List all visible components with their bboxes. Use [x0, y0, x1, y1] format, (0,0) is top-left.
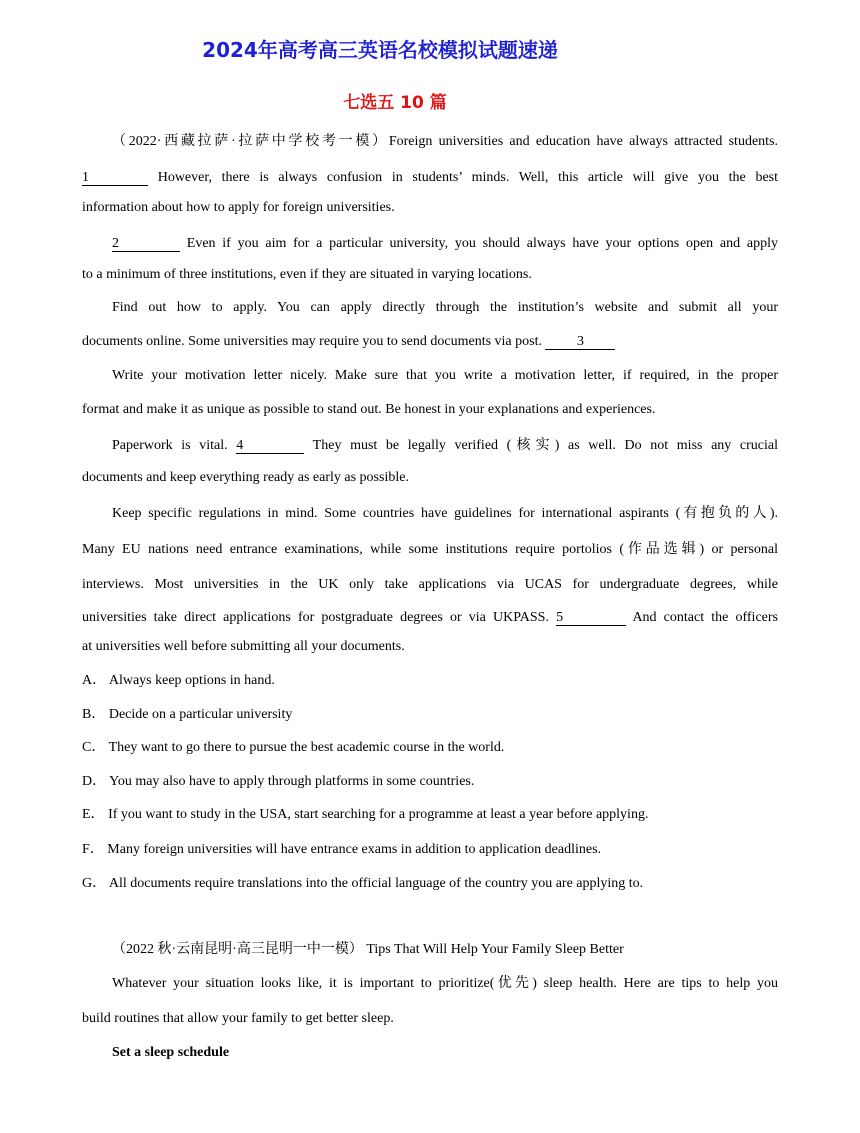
- option-a: A． Always keep options in hand.: [82, 673, 275, 688]
- passage2-line: build routines that allow your family to get better sleep.: [82, 1011, 394, 1026]
- blank-2[interactable]: 2: [112, 236, 180, 252]
- passage1-line: （2022·西藏拉萨·拉萨中学校考一模）Foreign universities and education have always attracted students.: [112, 134, 778, 149]
- passage1-line: Many EU nations need entrance examinations, while some institutions require portolios (作品选辑) or personal: [82, 542, 778, 557]
- passage1-line: information about how to apply for foreign universities.: [82, 200, 395, 215]
- passage1-line: universities take direct applications for postgraduate degrees or via UKPASS. 5 And contact the officers: [82, 610, 778, 625]
- option-g: G． All documents require translations into the official language of the country you are applying to.: [82, 876, 644, 891]
- section-heading: Set a sleep schedule: [112, 1045, 230, 1060]
- passage1-line: documents online. Some universities may require you to send documents via post. 3: [82, 332, 778, 352]
- passage2-title: Tips That Will Help Your Family Sleep Better: [366, 942, 624, 957]
- passage1-line: documents and keep everything ready as early as possible.: [82, 470, 409, 485]
- option-b: B． Decide on a particular university: [82, 707, 293, 722]
- blank-4[interactable]: 4: [236, 438, 304, 454]
- option-d: D． You may also have to apply through platforms in some countries.: [82, 774, 475, 789]
- passage1-line: at universities well before submitting all your documents.: [82, 639, 405, 654]
- passage1-line: Find out how to apply. You can apply directly through the institution’s website and submit all your: [112, 300, 778, 315]
- passage2-line: Whatever your situation looks like, it is important to prioritize(优先) sleep health. Here are tips to help you: [112, 976, 778, 991]
- passage1-line: 1 However, there is always confusion in students’ minds. Well, this article will give you the best: [82, 170, 779, 185]
- blank-3[interactable]: 3: [545, 334, 615, 350]
- page-title: 2024年高考高三英语名校模拟试题速递: [202, 38, 558, 62]
- passage2-line: [82, 940, 778, 960]
- passage2-source: （2022 秋·云南昆明·高三昆明一中一模）: [112, 942, 363, 957]
- passage1-line: interviews. Most universities in the UK only take applications via UCAS for undergraduate degrees, while: [82, 577, 778, 592]
- option-f: F． Many foreign universities will have entrance exams in addition to application deadlines.: [82, 842, 602, 857]
- passage1-line: Write your motivation letter nicely. Make sure that you write a motivation letter, if required, in the proper: [112, 368, 778, 383]
- page-subtitle: 七选五 10 篇: [343, 93, 447, 113]
- option-c: C． They want to go there to pursue the best academic course in the world.: [82, 740, 505, 755]
- passage1-line: format and make it as unique as possible to stand out. Be honest in your explanations and experiences.: [82, 402, 656, 417]
- passage1-line: Paperwork is vital. 4 They must be legally verified (核实) as well. Do not miss any crucial: [112, 438, 779, 453]
- passage1-source: （2022·西藏拉萨·拉萨中学校考一模）: [112, 134, 389, 149]
- passage1-line: Keep specific regulations in mind. Some countries have guidelines for international aspirants (有抱负的人).: [112, 506, 778, 521]
- blank-5[interactable]: 5: [556, 610, 626, 626]
- passage1-line: 2 Even if you aim for a particular university, you should always have your options open and apply: [112, 236, 778, 251]
- passage1-line: to a minimum of three institutions, even if they are situated in varying locations.: [82, 267, 532, 282]
- blank-1[interactable]: 1: [82, 170, 148, 186]
- option-e: E． If you want to study in the USA, start searching for a programme at least a year before applying.: [82, 807, 649, 822]
